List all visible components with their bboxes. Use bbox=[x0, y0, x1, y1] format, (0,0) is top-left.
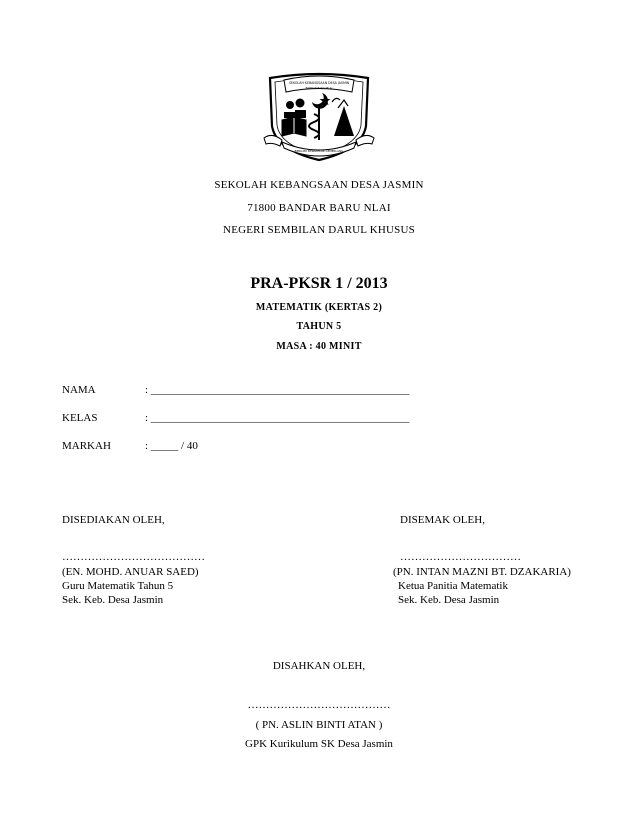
name-label: NAMA bbox=[62, 384, 96, 396]
school-state: NEGERI SEMBILAN DARUL KHUSUS bbox=[223, 224, 415, 236]
checked-by-role: Ketua Panitia Matematik bbox=[398, 580, 508, 592]
exam-subject: MATEMATIK (KERTAS 2) bbox=[255, 302, 383, 313]
prepared-by-name: (EN. MOHD. ANUAR SAED) bbox=[62, 566, 199, 578]
crest-banner-sub: BANDAR BARU NILAI bbox=[305, 87, 333, 90]
crest-banner-text: SEKOLAH KEBANGSAAN DESA JASMIN bbox=[288, 81, 350, 85]
school-address: 71800 BANDAR BARU NLAI bbox=[247, 202, 391, 214]
checked-by-name: (PN. INTAN MAZNI BT. DZAKARIA) bbox=[393, 566, 571, 578]
marks-label: MARKAH bbox=[62, 440, 111, 452]
checked-by-school: Sek. Keb. Desa Jasmin bbox=[398, 594, 500, 606]
prepared-by-school: Sek. Keb. Desa Jasmin bbox=[62, 594, 164, 606]
approved-by-role: GPK Kurikulum SK Desa Jasmin bbox=[245, 738, 393, 750]
prepared-by-signature-line: ………………………………… bbox=[62, 551, 205, 563]
school-crest-logo bbox=[262, 68, 376, 164]
class-label: KELAS bbox=[62, 412, 98, 424]
school-name: SEKOLAH KEBANGSAAN DESA JASMIN bbox=[214, 179, 424, 191]
exam-duration: MASA : 40 MINIT bbox=[276, 341, 362, 352]
exam-year: TAHUN 5 bbox=[296, 321, 342, 332]
approved-by-heading: DISAHKAN OLEH, bbox=[272, 660, 366, 672]
name-field[interactable]: : _______________________________________________ bbox=[145, 384, 410, 396]
prepared-by-heading: DISEDIAKAN OLEH, bbox=[62, 514, 165, 526]
marks-field[interactable]: : _____ / 40 bbox=[145, 440, 198, 452]
class-field[interactable]: : _______________________________________________ bbox=[145, 412, 410, 424]
crest-motto: BERILMU BERAKHLAK CEMERLANG bbox=[294, 149, 344, 153]
approved-by-name: ( PN. ASLIN BINTI ATAN ) bbox=[255, 719, 383, 731]
approved-by-signature-line: ………………………………… bbox=[247, 699, 391, 711]
checked-by-signature-line: …………………………… bbox=[400, 551, 521, 563]
prepared-by-role: Guru Matematik Tahun 5 bbox=[62, 580, 174, 592]
checked-by-heading: DISEMAK OLEH, bbox=[400, 514, 485, 526]
exam-title: PRA-PKSR 1 / 2013 bbox=[250, 275, 388, 292]
